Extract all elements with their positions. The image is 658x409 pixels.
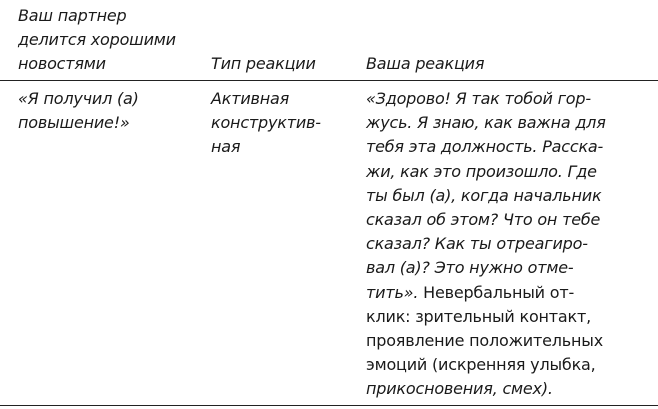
cell-line: жи, как это произошло. Где — [366, 161, 597, 181]
cell-partner-news — [18, 87, 139, 135]
cell-line: «Здорово! Я так тобой гор- — [366, 89, 591, 108]
header-reaction-type — [211, 52, 316, 76]
cell-line: ная — [211, 137, 241, 157]
cell-reaction-type — [211, 87, 321, 160]
header-line: Ваша реакция — [366, 54, 485, 73]
cell-your-reaction — [366, 87, 606, 402]
cell-line: вал (а)? Это нужно отме- — [366, 258, 574, 278]
header-line: Тип реакции — [211, 54, 316, 73]
cell-fragment: тить». — [366, 282, 419, 302]
cell-line: эмоций (искренняя улыбка, — [366, 355, 596, 375]
cell-line: повышение!» — [18, 113, 130, 133]
header-partner-news — [18, 4, 176, 76]
header-line: новостями — [18, 54, 106, 73]
header-line: делится хорошими — [18, 30, 176, 49]
cell-line: конструктив- — [211, 113, 321, 133]
cell-line: жусь. Я знаю, как важна для — [366, 113, 606, 133]
header-line: Ваш партнер — [18, 6, 127, 25]
cell-line: клик: зрительный контакт, — [366, 306, 592, 326]
cell-line: сказал? Как ты отреагиро- — [366, 234, 588, 254]
header-your-reaction — [366, 52, 484, 76]
cell-line: ты был (а), когда начальник — [366, 185, 602, 205]
cell-line: прикосновения, смех). — [366, 379, 553, 399]
cell-line: «Я получил (а) — [18, 89, 139, 108]
cell-line: сказал об этом? Что он тебе — [366, 210, 601, 230]
cell-line: Активная — [211, 89, 290, 108]
cell-line: тебя эта должность. Расска- — [366, 137, 604, 157]
header-divider — [0, 80, 658, 81]
cell-line-mixed — [366, 281, 606, 305]
table-bottom-rule — [0, 405, 658, 406]
cell-line: проявление положительных — [366, 331, 603, 351]
cell-fragment: Невербальный от- — [423, 282, 575, 302]
